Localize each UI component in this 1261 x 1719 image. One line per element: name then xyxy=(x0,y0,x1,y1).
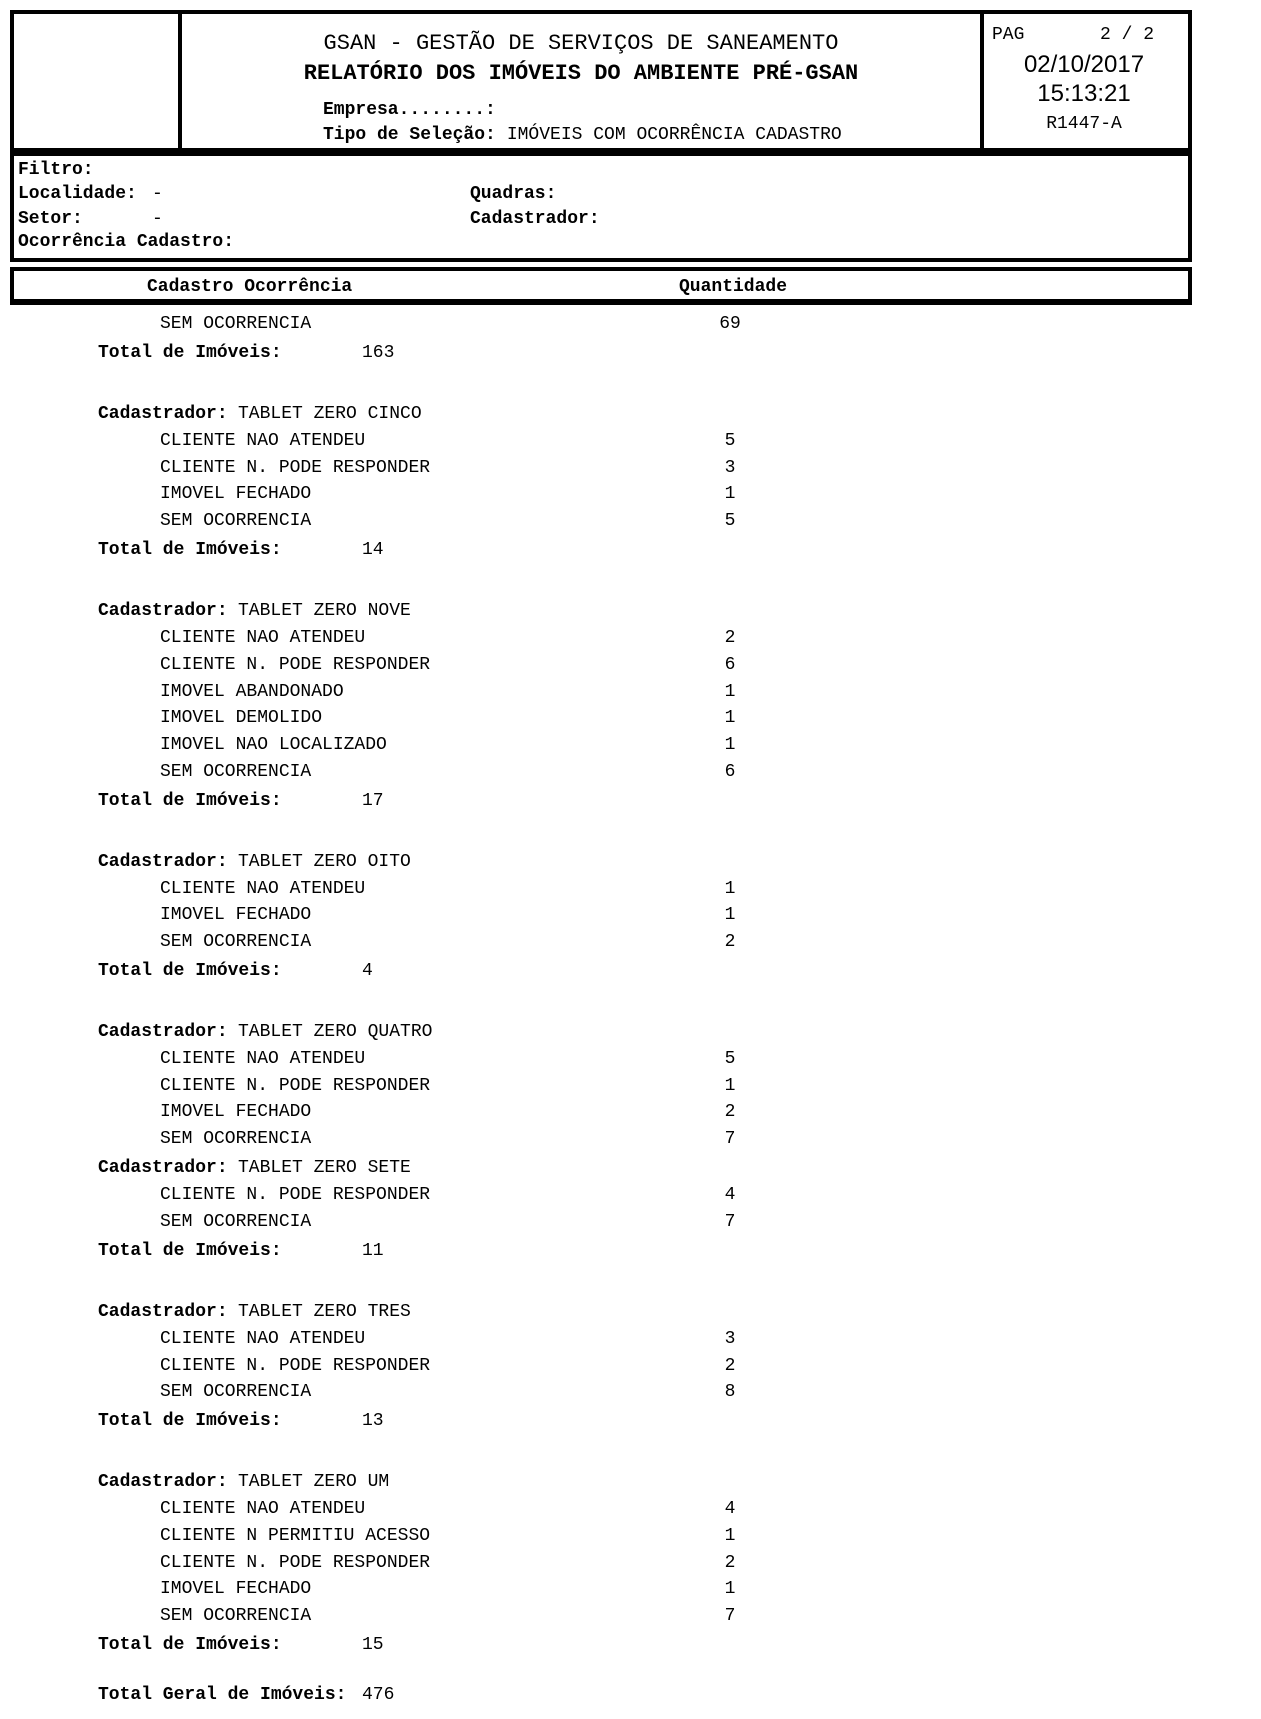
quantity-value: 6 xyxy=(724,655,736,675)
cadastrador-row xyxy=(0,404,1261,426)
occurrence-row xyxy=(0,1499,1261,1521)
occurrence-label: SEM OCORRENCIA xyxy=(160,932,312,952)
occurrence-row xyxy=(0,1329,1261,1351)
occurrence-label: IMOVEL ABANDONADO xyxy=(160,682,344,702)
occurrence-label: SEM OCORRENCIA xyxy=(160,314,312,334)
quantity-value: 1 xyxy=(724,879,736,899)
report-title: RELATÓRIO DOS IMÓVEIS DO AMBIENTE PRÉ-GSAN xyxy=(303,61,859,86)
localidade-label: Localidade: xyxy=(18,184,137,204)
occurrence-row xyxy=(0,1049,1261,1071)
occurrence-label: CLIENTE NAO ATENDEU xyxy=(160,1049,366,1069)
occurrence-label: CLIENTE N. PODE RESPONDER xyxy=(160,1553,431,1573)
total-label: Total de Imóveis: xyxy=(98,540,282,560)
cadastrador-row xyxy=(0,1472,1261,1494)
occurrence-row xyxy=(0,735,1261,757)
total-label: Total de Imóveis: xyxy=(98,791,282,811)
ocorrencia-cadastro-label: Ocorrência Cadastro: xyxy=(18,232,235,252)
column-quantity: Quantidade xyxy=(679,277,788,297)
occurrence-label: SEM OCORRENCIA xyxy=(160,762,312,782)
occurrence-row xyxy=(0,431,1261,453)
setor-value: - xyxy=(152,209,163,229)
occurrence-row xyxy=(0,762,1261,784)
logo-cell xyxy=(14,14,178,148)
total-value: 163 xyxy=(362,343,395,363)
cadastrador-value: TABLET ZERO OITO xyxy=(238,852,411,872)
quantity-value: 5 xyxy=(724,431,736,451)
quantity-value: 2 xyxy=(724,628,736,648)
quantity-value: 2 xyxy=(724,1356,736,1376)
quantity-value: 7 xyxy=(724,1606,736,1626)
total-value: 15 xyxy=(362,1635,384,1655)
quantity-value: 8 xyxy=(724,1382,736,1402)
occurrence-row xyxy=(0,628,1261,650)
occurrence-label: CLIENTE N. PODE RESPONDER xyxy=(160,655,431,675)
cadastrador-value: TABLET ZERO TRES xyxy=(238,1302,411,1322)
occurrence-row xyxy=(0,1076,1261,1098)
occurrence-row xyxy=(0,1212,1261,1234)
occurrence-row xyxy=(0,458,1261,480)
tipo-selecao-line xyxy=(323,125,842,146)
quadras-label: Quadras: xyxy=(470,184,557,204)
occurrence-label: CLIENTE NAO ATENDEU xyxy=(160,879,366,899)
quantity-value: 4 xyxy=(724,1499,736,1519)
occurrence-row xyxy=(0,905,1261,927)
occurrence-label: IMOVEL NAO LOCALIZADO xyxy=(160,735,387,755)
occurrence-label: IMOVEL FECHADO xyxy=(160,1579,312,1599)
occurrence-label: CLIENTE N. PODE RESPONDER xyxy=(160,458,431,478)
occurrence-label: CLIENTE NAO ATENDEU xyxy=(160,1329,366,1349)
section-total-row xyxy=(0,1411,1261,1433)
section-total-row xyxy=(0,961,1261,983)
occurrence-label: SEM OCORRENCIA xyxy=(160,1212,312,1232)
report-time: 15:13:21 xyxy=(1037,80,1131,107)
cadastrador-row xyxy=(0,601,1261,623)
occurrence-label: IMOVEL FECHADO xyxy=(160,484,312,504)
section-total-row xyxy=(0,343,1261,365)
occurrence-row xyxy=(0,682,1261,704)
cadastrador-label: Cadastrador: xyxy=(98,601,228,621)
cadastrador-label: Cadastrador: xyxy=(98,1158,228,1178)
quantity-value: 7 xyxy=(724,1212,736,1232)
occurrence-row xyxy=(0,655,1261,677)
occurrence-label: CLIENTE N. PODE RESPONDER xyxy=(160,1356,431,1376)
occurrence-row xyxy=(0,1102,1261,1124)
section-total-row xyxy=(0,1635,1261,1657)
tipo-selecao-value: IMÓVEIS COM OCORRÊNCIA CADASTRO xyxy=(506,125,842,145)
total-label: Total de Imóveis: xyxy=(98,1635,282,1655)
page-number-value: 2 / 2 xyxy=(1100,25,1155,45)
report-code: R1447-A xyxy=(1046,114,1122,134)
cadastrador-value: TABLET ZERO UM xyxy=(238,1472,390,1492)
cadastrador-value: TABLET ZERO CINCO xyxy=(238,404,422,424)
quantity-value: 5 xyxy=(724,511,736,531)
quantity-value: 3 xyxy=(724,1329,736,1349)
total-value: 13 xyxy=(362,1411,384,1431)
cadastrador-label: Cadastrador: xyxy=(98,1302,228,1322)
quantity-value: 1 xyxy=(724,682,736,702)
occurrence-label: CLIENTE NAO ATENDEU xyxy=(160,628,366,648)
quantity-value: 1 xyxy=(724,1076,736,1096)
setor-label: Setor: xyxy=(18,209,83,229)
occurrence-row xyxy=(0,1606,1261,1628)
occurrence-label: SEM OCORRENCIA xyxy=(160,1382,312,1402)
grand-total-value: 476 xyxy=(362,1685,395,1705)
occurrence-row xyxy=(0,1526,1261,1548)
column-occurrence: Cadastro Ocorrência xyxy=(147,277,353,297)
occurrence-row xyxy=(0,1185,1261,1207)
occurrence-row xyxy=(0,314,1261,336)
quantity-value: 5 xyxy=(724,1049,736,1069)
quantity-value: 1 xyxy=(724,484,736,504)
localidade-value: - xyxy=(152,184,163,204)
occurrence-row xyxy=(0,879,1261,901)
quantity-value: 1 xyxy=(724,905,736,925)
occurrence-label: SEM OCORRENCIA xyxy=(160,511,312,531)
occurrence-row xyxy=(0,484,1261,506)
occurrence-row xyxy=(0,1382,1261,1404)
occurrence-label: SEM OCORRENCIA xyxy=(160,1129,312,1149)
total-label: Total de Imóveis: xyxy=(98,961,282,981)
report-date: 02/10/2017 xyxy=(1023,51,1145,78)
occurrence-label: IMOVEL FECHADO xyxy=(160,1102,312,1122)
total-value: 11 xyxy=(362,1241,384,1261)
quantity-value: 2 xyxy=(724,932,736,952)
total-value: 4 xyxy=(362,961,373,981)
quantity-value: 6 xyxy=(724,762,736,782)
grand-total-row xyxy=(0,1685,1261,1707)
cadastrador-label: Cadastrador: xyxy=(98,1022,228,1042)
occurrence-label: IMOVEL DEMOLIDO xyxy=(160,708,323,728)
company-title: GSAN - GESTÃO DE SERVIÇOS DE SANEAMENTO xyxy=(323,31,839,56)
cadastrador-label: Cadastrador: xyxy=(98,404,228,424)
total-label: Total de Imóveis: xyxy=(98,343,282,363)
cadastrador-row xyxy=(0,1158,1261,1180)
cadastrador-label: Cadastrador: xyxy=(98,1472,228,1492)
occurrence-row xyxy=(0,708,1261,730)
quantity-value: 69 xyxy=(719,314,741,334)
occurrence-row xyxy=(0,1553,1261,1575)
empresa-label: Empresa........: xyxy=(323,100,496,120)
cadastrador-value: TABLET ZERO SETE xyxy=(238,1158,411,1178)
page-number-label: PAG xyxy=(992,25,1025,45)
filtro-label: Filtro: xyxy=(18,160,94,180)
tipo-selecao-label: Tipo de Seleção: xyxy=(323,125,496,145)
quantity-value: 1 xyxy=(724,1579,736,1599)
total-value: 17 xyxy=(362,791,384,811)
occurrence-label: CLIENTE NAO ATENDEU xyxy=(160,1499,366,1519)
cadastrador-row xyxy=(0,1022,1261,1044)
grand-total-label: Total Geral de Imóveis: xyxy=(98,1685,347,1705)
occurrence-label: SEM OCORRENCIA xyxy=(160,1606,312,1626)
cadastrador-row xyxy=(0,852,1261,874)
cadastrador-value: TABLET ZERO NOVE xyxy=(238,601,411,621)
section-total-row xyxy=(0,540,1261,562)
quantity-value: 3 xyxy=(724,458,736,478)
cadastrador-value: TABLET ZERO QUATRO xyxy=(238,1022,433,1042)
quantity-value: 7 xyxy=(724,1129,736,1149)
occurrence-row xyxy=(0,932,1261,954)
quantity-value: 1 xyxy=(724,1526,736,1546)
occurrence-row xyxy=(0,1579,1261,1601)
cadastrador-filter-label: Cadastrador: xyxy=(470,209,600,229)
occurrence-row xyxy=(0,1129,1261,1151)
empresa-line xyxy=(323,100,507,121)
occurrence-label: CLIENTE N PERMITIU ACESSO xyxy=(160,1526,431,1546)
occurrence-label: CLIENTE N. PODE RESPONDER xyxy=(160,1185,431,1205)
section-total-row xyxy=(0,1241,1261,1263)
total-value: 14 xyxy=(362,540,384,560)
quantity-value: 1 xyxy=(724,735,736,755)
cadastrador-label: Cadastrador: xyxy=(98,852,228,872)
occurrence-label: CLIENTE N. PODE RESPONDER xyxy=(160,1076,431,1096)
quantity-value: 1 xyxy=(724,708,736,728)
section-total-row xyxy=(0,791,1261,813)
quantity-value: 4 xyxy=(724,1185,736,1205)
occurrence-row xyxy=(0,511,1261,533)
occurrence-row xyxy=(0,1356,1261,1378)
total-label: Total de Imóveis: xyxy=(98,1411,282,1431)
cadastrador-row xyxy=(0,1302,1261,1324)
occurrence-label: IMOVEL FECHADO xyxy=(160,905,312,925)
total-label: Total de Imóveis: xyxy=(98,1241,282,1261)
quantity-value: 2 xyxy=(724,1102,736,1122)
occurrence-label: CLIENTE NAO ATENDEU xyxy=(160,431,366,451)
quantity-value: 2 xyxy=(724,1553,736,1573)
